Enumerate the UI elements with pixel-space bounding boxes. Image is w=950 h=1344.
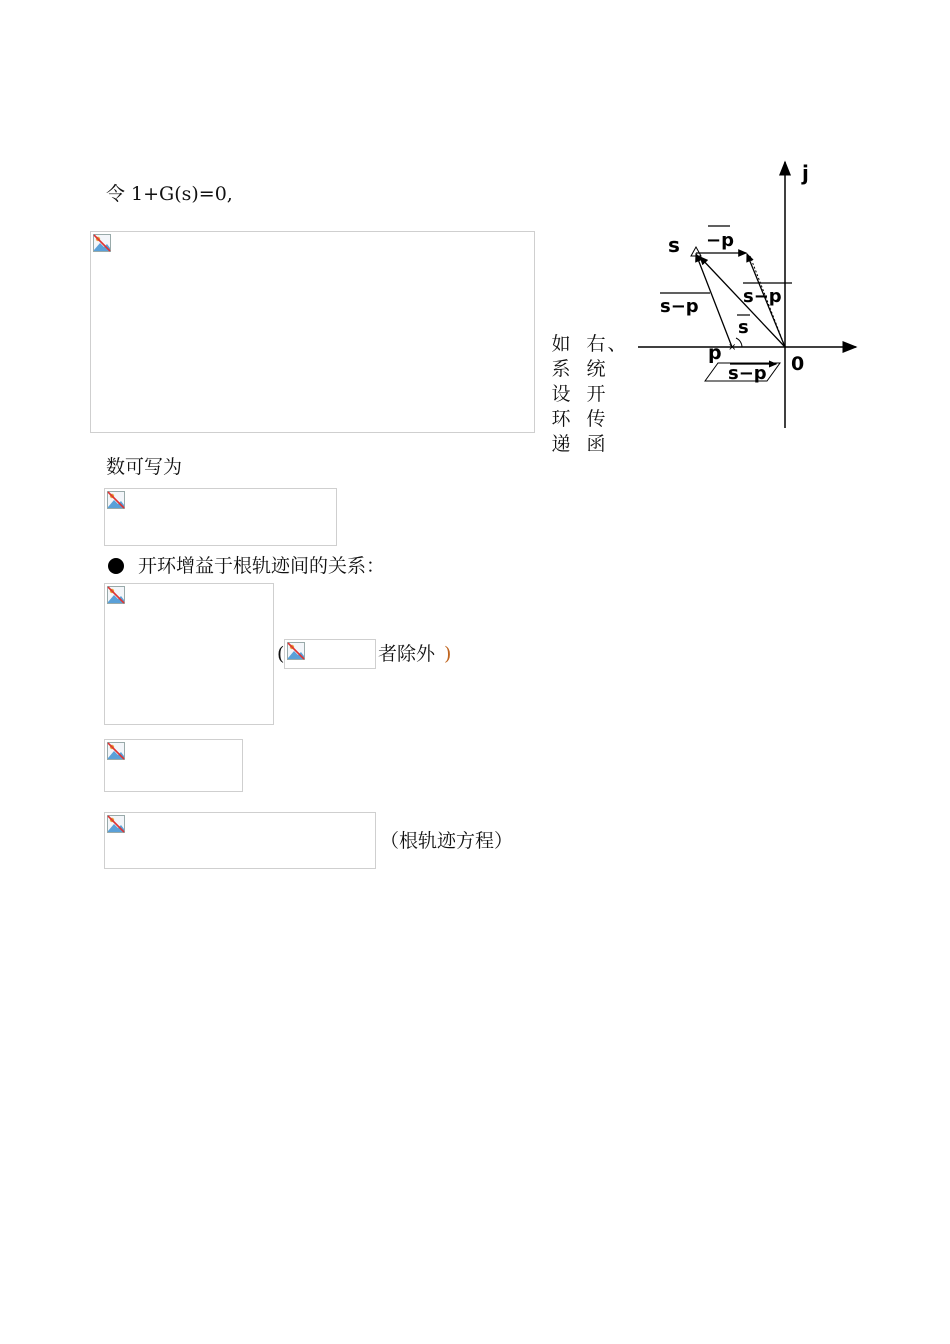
char: 递 — [551, 433, 571, 455]
broken-image-icon — [107, 586, 125, 604]
angle-arc — [736, 338, 742, 347]
wrapped-text-col-2 — [585, 332, 607, 457]
p-point-marker: × — [728, 342, 737, 353]
char: 设 — [551, 383, 571, 405]
s-vector-label: s — [738, 317, 749, 338]
broken-image-icon — [107, 742, 125, 760]
char: 开 — [586, 383, 606, 405]
broken-image-formula-3 — [104, 583, 274, 725]
paren-open: ( — [277, 643, 285, 665]
except-text: 者除外 — [378, 643, 436, 665]
root-locus-equation-label: （根轨迹方程） — [380, 830, 514, 852]
broken-image-icon — [107, 491, 125, 509]
s-minus-p-left-label: s−p — [660, 296, 699, 317]
broken-image-icon — [93, 234, 111, 252]
p-point-label: p — [708, 342, 722, 364]
broken-image-icon — [107, 815, 125, 833]
broken-image-inline — [284, 639, 376, 669]
char: 、 — [607, 333, 627, 355]
broken-image-formula-2 — [104, 488, 337, 546]
broken-image-formula-5 — [104, 812, 376, 869]
s-minus-p-bottom-label: s−p — [728, 363, 767, 384]
char: 统 — [586, 358, 606, 380]
char: 右 — [586, 333, 606, 355]
broken-image-formula-4 — [104, 739, 243, 792]
char: 环 — [551, 408, 571, 430]
char: 系 — [551, 358, 571, 380]
char: 传 — [586, 408, 606, 430]
broken-image-formula-1 — [90, 231, 535, 433]
text-line: 数可写为 — [106, 456, 183, 478]
section-heading: 开环增益于根轨迹间的关系： — [138, 555, 386, 577]
wrapped-text-col-3 — [606, 332, 628, 357]
origin-label: 0 — [791, 353, 805, 375]
s-minus-p-right-label: s−p — [743, 286, 782, 307]
s-point-label: s — [668, 233, 680, 257]
neg-p-label: −p — [706, 230, 734, 251]
equation-line: 令 1+G(s)=0, — [106, 183, 233, 205]
wrapped-text-col-1 — [550, 332, 572, 457]
paren-close: ) — [444, 643, 452, 665]
broken-image-icon — [287, 642, 305, 660]
s-minus-p-vector — [696, 254, 732, 347]
bullet-icon — [108, 558, 124, 574]
char: 如 — [551, 333, 571, 355]
j-axis-label: j — [802, 161, 809, 185]
pole-vector-diagram — [630, 150, 865, 435]
char: 函 — [586, 433, 606, 455]
